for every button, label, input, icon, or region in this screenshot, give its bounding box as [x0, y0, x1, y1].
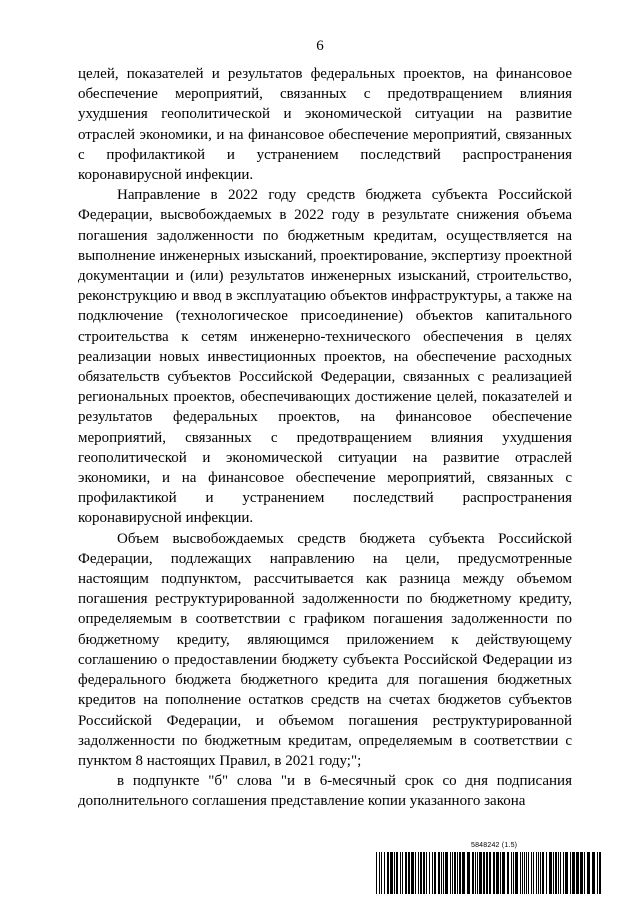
barcode-bar — [555, 852, 557, 894]
barcode-bar — [394, 852, 395, 894]
paragraph: Объем высвобождаемых средств бюджета субъекта Российской Федерации, подлежащих направлению на цели, предусмотренные настоящим подпунктом, рассчитывается как разница между объемом погашения реструктурированной задолженности по бюджетному кредиту, определяемым в соответствии с графиком погашения задолженности по бюджетному кредиту, являющимся приложением к действующему соглашению о предоставлении бюджету субъекта Российской Федерации из федерального бюджета бюджетного кредита для погашения бюджетных кредитов на пополнение остатков средств на счетах бюджетов субъектов Российской Федерации, и объемом погашения реструктурированной задолженности по бюджетным кредитам, определяемым в соответствии с пунктом 8 настоящих Правил, в 2021 году;"; — [78, 530, 572, 769]
barcode-bar — [477, 852, 478, 894]
barcode-bar — [502, 852, 505, 894]
barcode-bar — [450, 852, 451, 894]
barcode-bar — [565, 852, 568, 894]
paragraph: Направление в 2022 году средств бюджета субъекта Российской Федерации, высвобождаемых в 2022 году в результате снижения объема погашения задолженности по бюджетным кредитам, осуществляется на выполнение инженерных изысканий, проектирование, экспертизу проектной документации и (или) результатов инженерных изысканий, строительство, реконструкцию и ввод в эксплуатацию объектов инфраструктуры, а также на подключение (технологическое присоединение) объектов капитального строительства к сетям инженерно-технического обеспечения в целях реализации новых инвестиционных проектов, на обеспечение расходных обязательств субъектов Российской Федерации, связанных с реализацией региональных проектов, обеспечивающих достижение целей, показателей и результатов федеральных проектов, на финансовое обеспечение мероприятий, связанных с предотвращением влияния ухудшения геополитической и экономической ситуации на развитие отраслей экономики, и на финансовое обеспечение мероприятий, связанных с профилактикой и устранением последствий распространения коронавирусной инфекции. — [78, 187, 572, 527]
barcode-bar — [553, 852, 554, 894]
barcode-bar — [443, 852, 444, 894]
barcode-bar — [452, 852, 453, 894]
document-body — [78, 64, 572, 812]
barcode-bar — [379, 852, 380, 894]
barcode-image — [376, 852, 604, 894]
barcode-bar — [587, 852, 590, 894]
barcode-bar — [411, 852, 414, 894]
barcode-bar — [441, 852, 442, 894]
barcode-bar — [513, 852, 514, 894]
barcode-bar — [538, 852, 539, 894]
barcode-bar — [396, 852, 398, 894]
barcode-bar — [524, 852, 525, 894]
barcode-bar — [459, 852, 461, 894]
barcode-bar — [376, 852, 377, 894]
barcode-bar — [467, 852, 470, 894]
barcode-bar — [420, 852, 422, 894]
barcode-bar — [563, 852, 564, 894]
barcode-bar — [462, 852, 465, 894]
barcode-bar — [390, 852, 393, 894]
barcode-bar — [520, 852, 521, 894]
barcode-bar — [445, 852, 448, 894]
barcode-bar — [381, 852, 382, 894]
barcode-bar — [531, 852, 532, 894]
barcode-bar — [546, 852, 547, 894]
barcode-bar — [472, 852, 474, 894]
barcode-bar — [592, 852, 595, 894]
barcode-bar — [515, 852, 518, 894]
barcode-bar — [549, 852, 552, 894]
paragraph-continuation: целей, показателей и результатов федеральных проектов, на финансовое обеспечение мероприятий, связанных с предотвращением влияния ухудшения геополитической и экономической ситуации на развитие отраслей экономики, и на финансовое обеспечение мероприятий, связанных с профилактикой и устранением последствий распространения коронавирусной инфекции. — [78, 66, 572, 184]
barcode-bar — [528, 852, 529, 894]
barcode-bar — [423, 852, 425, 894]
barcode-bar — [580, 852, 583, 894]
barcode-bar — [584, 852, 585, 894]
barcode-bar — [384, 852, 385, 894]
barcode-bar — [402, 852, 403, 894]
barcode-bar — [542, 852, 544, 894]
page-number: 6 — [316, 38, 324, 54]
document-barcode — [376, 842, 604, 896]
barcode-bar — [486, 852, 488, 894]
barcode-bar — [415, 852, 416, 894]
barcode-bar — [475, 852, 476, 894]
barcode-bar — [526, 852, 527, 894]
barcode-bar — [408, 852, 410, 894]
barcode-bar — [511, 852, 512, 894]
barcode-bar — [489, 852, 491, 894]
barcode-bar — [434, 852, 436, 894]
barcode-bar — [418, 852, 419, 894]
barcode-bar — [540, 852, 541, 894]
barcode-bar — [599, 852, 601, 894]
barcode-bar — [507, 852, 509, 894]
barcode-bar — [400, 852, 401, 894]
barcode-bar — [522, 852, 523, 894]
barcode-bar — [560, 852, 561, 894]
barcode-bar — [533, 852, 534, 894]
barcode-bar — [496, 852, 499, 894]
barcode-bar — [570, 852, 571, 894]
barcode-caption: 5848242 (1.5) — [471, 842, 518, 849]
barcode-bar — [500, 852, 501, 894]
barcode-bar — [536, 852, 537, 894]
barcode-bar — [479, 852, 482, 894]
barcode-bar — [432, 852, 433, 894]
barcode-bar — [438, 852, 440, 894]
barcode-bar — [405, 852, 407, 894]
barcode-bar — [576, 852, 579, 894]
barcode-bar — [454, 852, 456, 894]
barcode-bar — [558, 852, 559, 894]
barcode-bar — [387, 852, 389, 894]
barcode-bar — [426, 852, 427, 894]
barcode-bar — [572, 852, 575, 894]
barcode-bar — [493, 852, 495, 894]
barcode-bar — [457, 852, 458, 894]
barcode-bar — [429, 852, 430, 894]
paragraph: в подпункте "б" слова "и в 6-месячный срок со дня подписания дополнительного соглашения представление копии указанного закона — [78, 773, 572, 810]
barcode-bar — [597, 852, 598, 894]
barcode-bar — [483, 852, 485, 894]
